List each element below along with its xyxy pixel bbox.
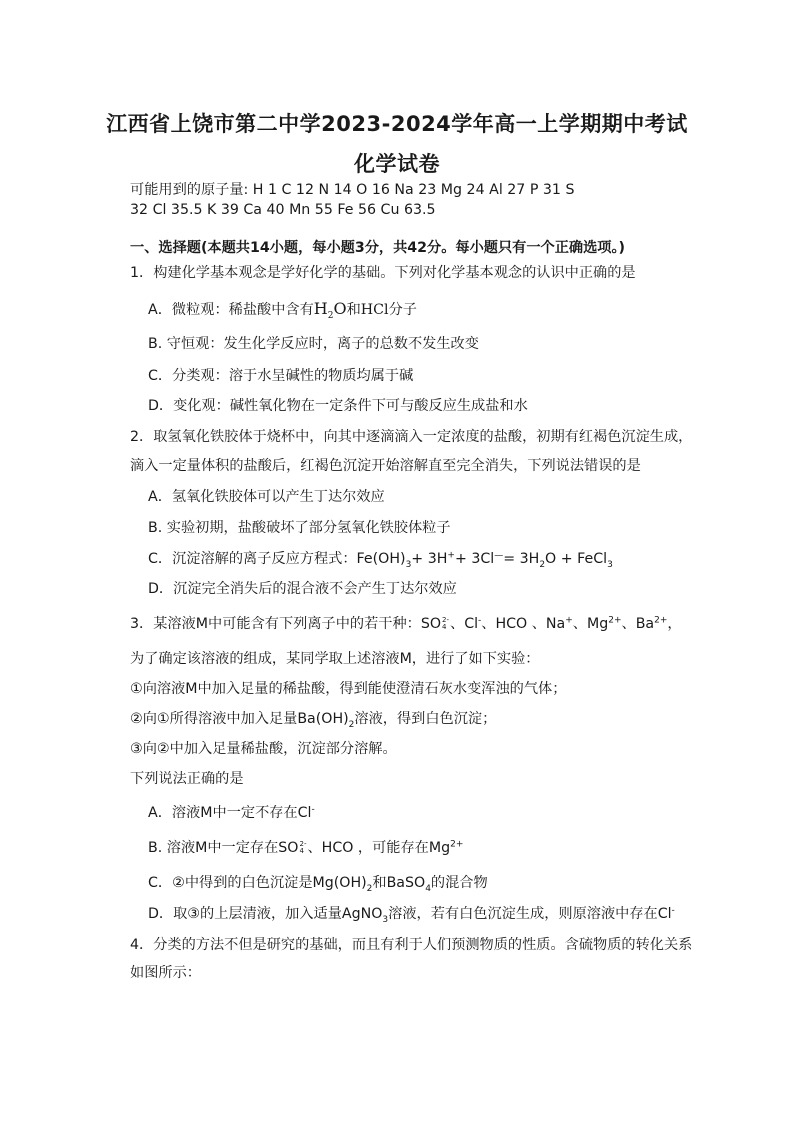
q1-option-b: B. 守恒观：发生化学反应时，离子的总数不发生改变 [148,336,479,352]
q3-stem: 3．某溶液M中可能含有下列离子中的若干种：SO 2- 4 、Cl-、HCO 、Na+、$Mg^{2+}$、$Ba^{2+}$， [130,615,682,632]
q3-step-3: ③向②中加入足量稀盐酸，沉淀部分溶解。 [130,741,397,757]
q1-stem: 1．构建化学基本观念是学好化学的基础。下列对化学基本观念的认识中正确的是 [130,265,636,281]
atomic-masses-line-2: 32 Cl 35.5 K 39 Ca 40 Mn 55 Fe 56 Cu 63.5 [130,202,436,218]
q3-step-2: ②向①所得溶液中加入足量$Ba(OH)_2$溶液，得到白色沉淀； [130,711,497,730]
exam-title: 江西省上饶市第二中学2023-2024学年高一上学期期中考试 [106,112,688,136]
q3-ask: 下列说法正确的是 [130,771,244,787]
q4-stem-2: 如图所示： [130,965,201,981]
section-heading: 一、选择题(本题共14小题，每小题3分，共42分。每小题只有一个正确选项。) [130,240,626,256]
q1-option-a: A．微粒观：稀盐酸中含有$H_2O$和HCl分子 [148,299,417,321]
q3-option-a: A．溶液M中一定不存在Cl- [148,804,315,821]
q3-line-2: 为了确定该溶液的组成，某同学取上述溶液M，进行了如下实验： [130,651,540,667]
q3-step-1: ①向溶液M中加入足量的稀盐酸，得到能使澄清石灰水变浑浊的气体； [130,681,567,697]
q2-option-c: C．沉淀溶解的离子反应方程式：$Fe(OH)_3+ 3H^++ 3Cl^—= 3H_2O$ + FeCl$_3$ [148,550,613,570]
q2-stem-2: 滴入一定量体积的盐酸后，红褐色沉淀开始溶解直至完全消失，下列说法错误的是 [130,458,641,474]
q2-stem-1: 2．取氢氧化铁胶体于烧杯中，向其中逐滴滴入一定浓度的盐酸，初期有红褐色沉淀生成， [130,429,693,445]
q1-option-c: C．分类观：溶于水呈碱性的物质均属于碱 [148,368,414,384]
q1-option-d: D．变化观：碱性氧化物在一定条件下可与酸反应生成盐和水 [148,398,528,414]
q3-option-b: B. 溶液M中一定存在SO 2- 4 、HCO ，可能存在$Mg^{2+}$ [148,839,464,856]
q3-option-d: D．取③的上层清液，加入适量AgNO$_3$溶液，若有白色沉淀生成，则原溶液中存在Cl- [148,905,675,925]
q3-option-c: C．②中得到的白色沉淀是$Mg(OH)_2$和BaSO$_4$的混合物 [148,875,488,894]
atomic-masses-line-1: 可能用到的原子量: H 1 C 12 N 14 O 16 Na 23 Mg 24 Al 27 P 31 S [130,182,575,198]
q4-stem-1: 4．分类的方法不但是研究的基础，而且有利于人们预测物质的性质。含硫物质的转化关系 [130,937,693,953]
exam-subtitle: 化学试卷 [354,152,440,176]
q2-option-d: D．沉淀完全消失后的混合液不会产生丁达尔效应 [148,581,457,597]
q2-option-a: A．氢氧化铁胶体可以产生丁达尔效应 [148,489,385,505]
q2-option-b: B. 实验初期，盐酸破坏了部分氢氧化铁胶体粒子 [148,520,451,536]
